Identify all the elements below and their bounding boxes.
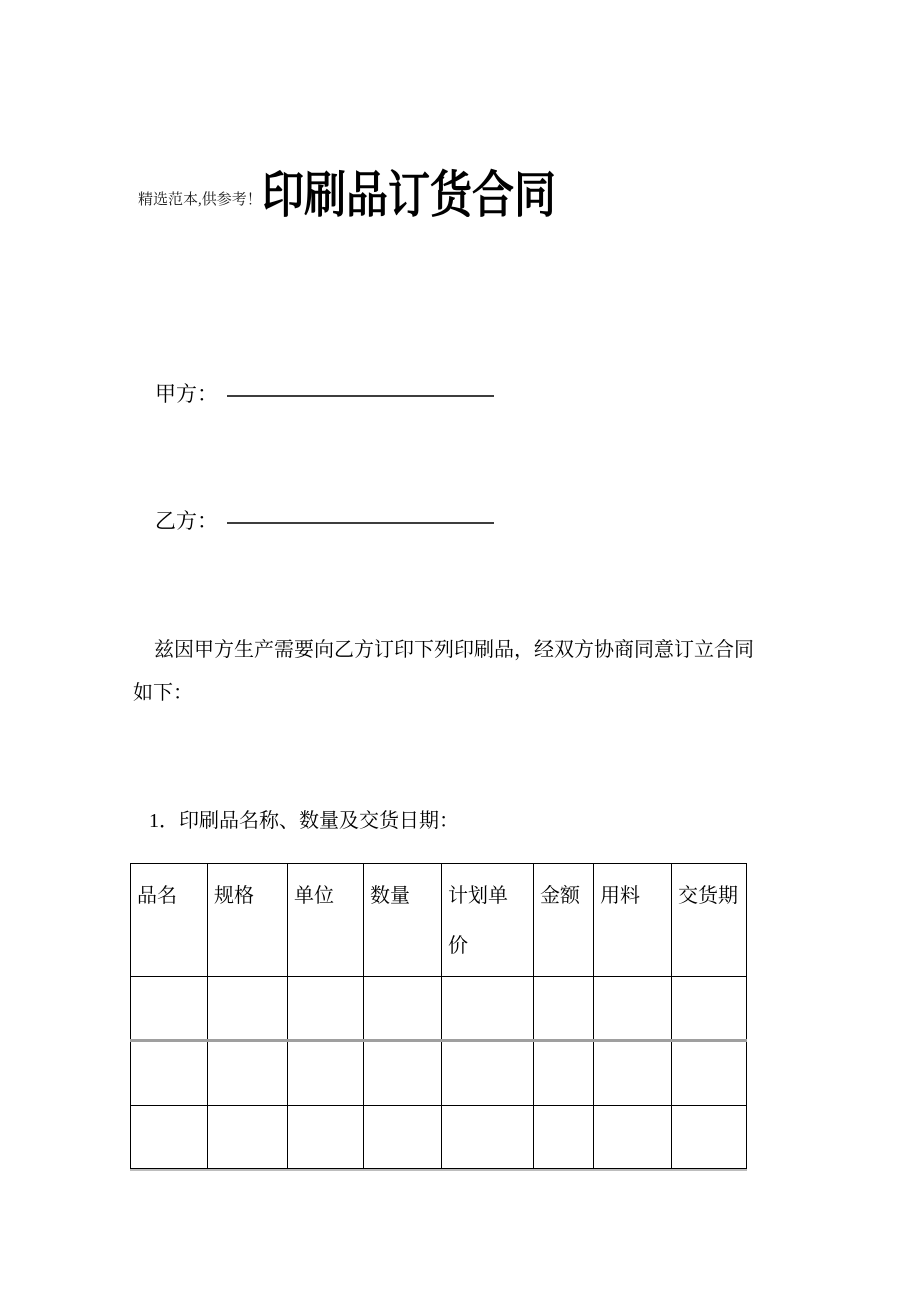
party-a-line [155,381,494,408]
table-cell [208,1041,288,1106]
table-cell [364,1041,442,1106]
table-cell [131,1041,208,1106]
items-table [130,863,747,1169]
header-cell-unit: 单位 [288,864,364,977]
intro-paragraph-line2: 如下： [133,682,193,704]
reference-note: 精选范本,供参考！ [138,192,262,208]
header-cell-product-name: 品名 [131,864,208,977]
table-cell [594,977,672,1041]
table-cell [594,1041,672,1106]
header-cell-delivery-period: 交货期 [672,864,747,977]
table-header-row [131,864,747,977]
document-title: 印刷品订货合同 [262,166,556,224]
table-cell [208,977,288,1041]
table-row [131,977,747,1041]
table-cell [288,1106,364,1169]
table-row [131,1041,747,1106]
table-cell [288,977,364,1041]
party-b-blank [227,510,494,524]
table-cell [288,1041,364,1106]
party-b-label: 乙方： [155,509,218,533]
table-cell [672,1041,747,1106]
party-a-label: 甲方： [155,382,218,406]
table-cell [208,1106,288,1169]
table-cell [534,977,594,1041]
party-b-line [155,508,494,535]
table-cell [131,977,208,1041]
header-cell-materials: 用料 [594,864,672,977]
header-cell-specification: 规格 [208,864,288,977]
table-cell [442,1041,534,1106]
table-cell [442,1106,534,1169]
table-row [131,1106,747,1169]
table-cell [534,1106,594,1169]
table-cell [364,977,442,1041]
table-cell [442,977,534,1041]
table-cell [364,1106,442,1169]
table-cell [594,1106,672,1169]
header-cell-amount: 金额 [534,864,594,977]
intro-paragraph-line1: 兹因甲方生产需要向乙方订印下列印刷品，经双方协商同意订立合同 [154,639,754,661]
table-cell [672,977,747,1041]
section-1-heading: 1．印刷品名称、数量及交货日期： [149,810,459,832]
table-cell [672,1106,747,1169]
party-a-blank [227,383,494,397]
header-cell-quantity: 数量 [364,864,442,977]
table-cell [131,1106,208,1169]
header-cell-planned-unit-price: 计划单价 [442,864,534,977]
table-cell [534,1041,594,1106]
table-body [131,977,747,1169]
